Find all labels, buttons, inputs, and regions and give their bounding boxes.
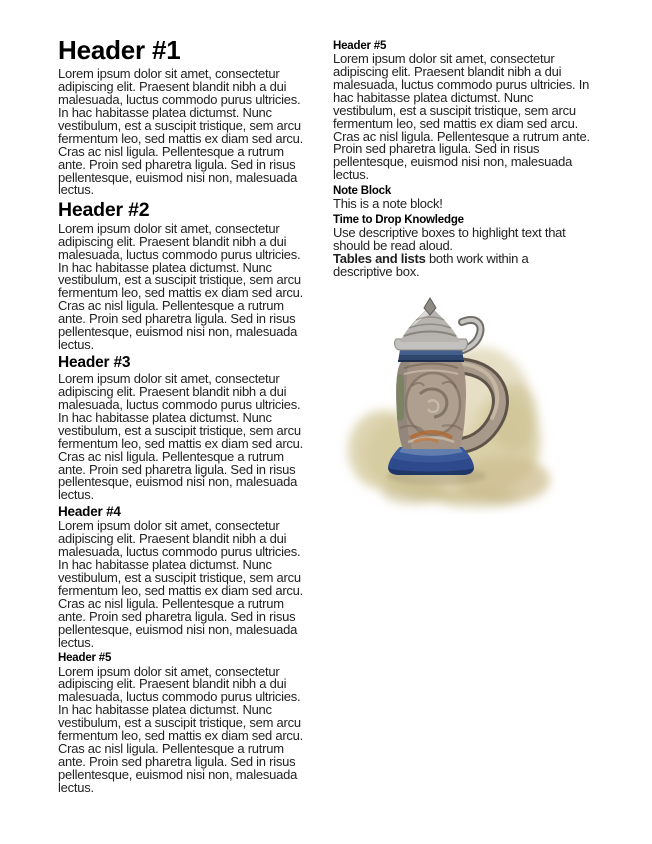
- tables-lists-rest: both work within a descriptive box.: [333, 250, 529, 279]
- note-block-text: This is a note block!: [333, 196, 443, 212]
- section-paragraph-1: Lorem ipsum dolor sit amet, consectetur adipiscing elit. Praesent blandit nibh a dui malesuada, luctus commodo purus ultricies. In hac habitasse platea dictumst. Nunc vestibulum, est a suscipit tristique, sem arcu fermentum leo, sed mattis ex diam sed arcu. Cras ac nisl ligula. Pellentesque a rutrum ante. Proin sed pharetra ligula. Sed in risus pellentesque, euismod nisi non, malesuada lectus.: [58, 66, 304, 198]
- section-heading-5-right: Header #5: [333, 40, 387, 52]
- tables-lists-bold: Tables and lists: [333, 250, 426, 266]
- note-block-label: Note Block: [333, 185, 392, 198]
- section-heading-2: Header #2: [58, 199, 150, 222]
- stein-base: [388, 447, 474, 475]
- stein-lid: [395, 298, 468, 350]
- section-paragraph-2: Lorem ipsum dolor sit amet, consectetur adipiscing elit. Praesent blandit nibh a dui malesuada, luctus commodo purus ultricies. In hac habitasse platea dictumst. Nunc vestibulum, est a suscipit tristique, sem arcu fermentum leo, sed mattis ex diam sed arcu. Cras ac nisl ligula. Pellentesque a rutrum ante. Proin sed pharetra ligula. Sed in risus pellentesque, euismod nisi non, malesuada lectus.: [58, 220, 304, 352]
- section-paragraph-4: Lorem ipsum dolor sit amet, consectetur adipiscing elit. Praesent blandit nibh a dui malesuada, luctus commodo purus ultricies. In hac habitasse platea dictumst. Nunc vestibulum, est a suscipit tristique, sem arcu fermentum leo, sed mattis ex diam sed arcu. Cras ac nisl ligula. Pellentesque a rutrum ante. Proin sed pharetra ligula. Sed in risus pellentesque, euismod nisi non, malesuada lectus.: [58, 518, 304, 650]
- stein-body: [396, 362, 466, 449]
- section-paragraph-5: Lorem ipsum dolor sit amet, consectetur adipiscing elit. Praesent blandit nibh a dui malesuada, luctus commodo purus ultricies. In hac habitasse platea dictumst. Nunc vestibulum, est a suscipit tristique, sem arcu fermentum leo, sed mattis ex diam sed arcu. Cras ac nisl ligula. Pellentesque a rutrum ante. Proin sed pharetra ligula. Sed in risus pellentesque, euismod nisi non, malesuada lectus.: [58, 663, 304, 795]
- beer-stein-watercolor-svg: [338, 292, 638, 514]
- section-paragraph-3: Lorem ipsum dolor sit amet, consectetur adipiscing elit. Praesent blandit nibh a dui malesuada, luctus commodo purus ultricies. In hac habitasse platea dictumst. Nunc vestibulum, est a suscipit tristique, sem arcu fermentum leo, sed mattis ex diam sed arcu. Cras ac nisl ligula. Pellentesque a rutrum ante. Proin sed pharetra ligula. Sed in risus pellentesque, euismod nisi non, malesuada lectus.: [58, 371, 304, 503]
- section-heading-3: Header #3: [58, 353, 131, 371]
- callout-label: Time to Drop Knowledge: [333, 214, 464, 227]
- right-column: [333, 37, 590, 279]
- stein-illustration: [338, 292, 638, 514]
- callout-text: Use descriptive boxes to highlight text that should be read aloud.: [333, 225, 566, 254]
- section-paragraph-right: Lorem ipsum dolor sit amet, consectetur adipiscing elit. Praesent blandit nibh a dui malesuada, luctus commodo purus ultricies. In hac habitasse platea dictumst. Nunc vestibulum, est a suscipit tristique, sem arcu fermentum leo, sed mattis ex diam sed arcu. Cras ac nisl ligula. Pellentesque a rutrum ante. Proin sed pharetra ligula. Sed in risus pellentesque, euismod nisi non, malesuada lectus.: [333, 51, 590, 183]
- left-column: [58, 37, 312, 795]
- section-heading-1: Header #1: [58, 35, 181, 65]
- section-heading-5: Header #5: [58, 652, 112, 665]
- stein-top-band: [398, 350, 464, 362]
- tables-lists-text: [333, 250, 590, 279]
- section-heading-4: Header #4: [58, 504, 121, 520]
